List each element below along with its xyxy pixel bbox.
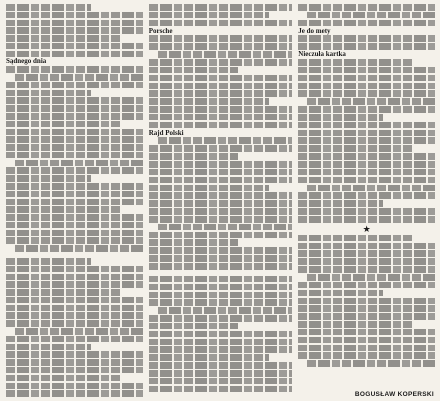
text-line xyxy=(149,284,293,291)
text-line xyxy=(6,289,121,296)
text-line xyxy=(298,35,435,42)
text-line xyxy=(6,320,143,327)
text-line xyxy=(298,90,435,97)
text-line xyxy=(149,106,293,113)
text-line xyxy=(149,20,293,27)
text-line xyxy=(149,331,293,338)
text-line xyxy=(6,336,143,343)
text-line xyxy=(6,97,143,104)
text-line xyxy=(149,67,238,74)
text-line xyxy=(149,114,293,121)
byline: BOGUSŁAW KOPERSKI xyxy=(351,391,434,398)
text-line xyxy=(298,305,435,312)
text-line xyxy=(149,208,293,215)
text-line xyxy=(298,345,435,352)
text-line xyxy=(6,281,143,288)
text-line xyxy=(307,12,435,19)
text-line xyxy=(6,383,143,390)
text-line xyxy=(6,312,143,319)
text-line xyxy=(298,83,435,90)
text-line xyxy=(149,43,293,50)
text-line xyxy=(6,191,143,198)
column-left xyxy=(6,4,143,398)
text-line xyxy=(6,105,143,112)
text-line xyxy=(298,337,435,344)
text-line xyxy=(6,359,143,366)
text-line xyxy=(6,344,91,351)
text-line xyxy=(6,121,121,128)
text-line xyxy=(298,145,413,152)
text-line xyxy=(6,237,143,244)
text-line xyxy=(6,351,143,358)
text-line xyxy=(6,4,91,11)
text-line xyxy=(6,206,121,213)
text-line xyxy=(158,51,293,58)
text-line xyxy=(149,370,293,377)
text-line xyxy=(6,35,121,42)
text-line xyxy=(307,360,435,367)
text-line xyxy=(6,297,143,304)
text-line xyxy=(158,137,293,144)
bold-phrase-rajd: Rajd Polski xyxy=(148,129,184,137)
text-line xyxy=(6,51,143,58)
text-line xyxy=(298,250,435,257)
text-line xyxy=(298,266,435,273)
text-line xyxy=(6,90,91,97)
text-line xyxy=(298,20,435,27)
text-line xyxy=(6,199,143,206)
text-line xyxy=(149,185,270,192)
text-line xyxy=(298,106,435,113)
text-line xyxy=(298,258,435,265)
text-line xyxy=(298,192,435,199)
text-line xyxy=(298,75,435,82)
text-line xyxy=(298,208,435,215)
text-line xyxy=(149,247,293,254)
bold-phrase-kartka: Nieczuła kartka xyxy=(298,51,346,59)
text-line xyxy=(298,216,435,223)
text-line xyxy=(149,354,270,361)
section-separator: ★ xyxy=(362,223,371,234)
column-middle xyxy=(149,4,293,398)
text-line xyxy=(149,35,293,42)
text-line xyxy=(149,255,293,262)
text-line xyxy=(149,75,293,82)
text-line xyxy=(6,266,143,273)
bold-phrase-meta: Je do mety xyxy=(298,27,331,35)
text-line xyxy=(158,224,293,231)
text-line xyxy=(149,216,293,223)
text-line xyxy=(6,152,143,159)
text-line xyxy=(15,74,143,81)
text-line xyxy=(149,161,293,168)
text-line xyxy=(149,200,293,207)
text-line xyxy=(149,153,238,160)
text-line xyxy=(6,258,91,265)
text-line xyxy=(298,235,413,242)
text-line xyxy=(6,274,143,281)
text-line xyxy=(15,160,143,167)
text-line xyxy=(149,292,293,299)
bold-phrase-porsche: Porsche xyxy=(148,27,173,35)
text-line xyxy=(298,321,413,328)
text-line xyxy=(15,328,143,335)
text-line xyxy=(6,230,143,237)
text-line xyxy=(6,390,143,397)
text-line xyxy=(149,122,293,129)
text-line xyxy=(6,66,143,73)
text-line xyxy=(6,113,143,120)
bold-phrase-sadnego: Sądnego dnia xyxy=(6,58,47,66)
text-line xyxy=(298,153,435,160)
text-line xyxy=(149,192,293,199)
text-line xyxy=(149,90,293,97)
text-line xyxy=(149,145,293,152)
text-line xyxy=(6,20,143,27)
text-line xyxy=(6,183,143,190)
text-line xyxy=(15,245,143,252)
text-line xyxy=(298,67,435,74)
text-line xyxy=(6,175,91,182)
text-line xyxy=(298,313,435,320)
text-line xyxy=(307,98,435,105)
text-line xyxy=(149,98,270,105)
text-line xyxy=(149,339,293,346)
text-line xyxy=(298,43,435,50)
text-line xyxy=(307,274,435,281)
text-line xyxy=(158,307,293,314)
text-line xyxy=(6,43,143,50)
text-line xyxy=(149,232,293,239)
text-line xyxy=(298,282,435,289)
text-line xyxy=(298,290,383,297)
text-line xyxy=(149,263,293,270)
text-line xyxy=(149,177,293,184)
text-line xyxy=(298,59,413,66)
text-line xyxy=(149,299,293,306)
text-line xyxy=(149,12,270,19)
text-line xyxy=(149,276,293,283)
text-line xyxy=(298,298,435,305)
text-line xyxy=(6,136,143,143)
text-line xyxy=(6,27,143,34)
text-line xyxy=(6,167,143,174)
text-line xyxy=(149,386,293,393)
text-line xyxy=(149,169,293,176)
text-line xyxy=(6,367,143,374)
text-line xyxy=(149,315,293,322)
text-line xyxy=(149,239,238,246)
text-line xyxy=(298,4,435,11)
column-right xyxy=(298,4,435,398)
text-line xyxy=(298,169,435,176)
text-line xyxy=(298,114,383,121)
text-line xyxy=(6,129,143,136)
text-line xyxy=(149,362,293,369)
text-line xyxy=(149,378,293,385)
text-line xyxy=(149,59,293,66)
text-line xyxy=(298,130,435,137)
text-line xyxy=(298,122,435,129)
text-line xyxy=(307,185,435,192)
text-line xyxy=(149,4,293,11)
text-line xyxy=(149,83,293,90)
text-line xyxy=(6,375,121,382)
text-line xyxy=(6,214,143,221)
text-line xyxy=(149,323,238,330)
text-line xyxy=(298,161,435,168)
text-line xyxy=(298,177,435,184)
text-line xyxy=(6,82,143,89)
text-line xyxy=(298,243,435,250)
text-line xyxy=(6,305,143,312)
text-line xyxy=(298,329,435,336)
text-line xyxy=(6,144,143,151)
text-line xyxy=(6,222,143,229)
text-line xyxy=(6,12,143,19)
text-line xyxy=(298,137,435,144)
text-line xyxy=(149,346,293,353)
text-line xyxy=(298,352,435,359)
text-line xyxy=(298,200,383,207)
